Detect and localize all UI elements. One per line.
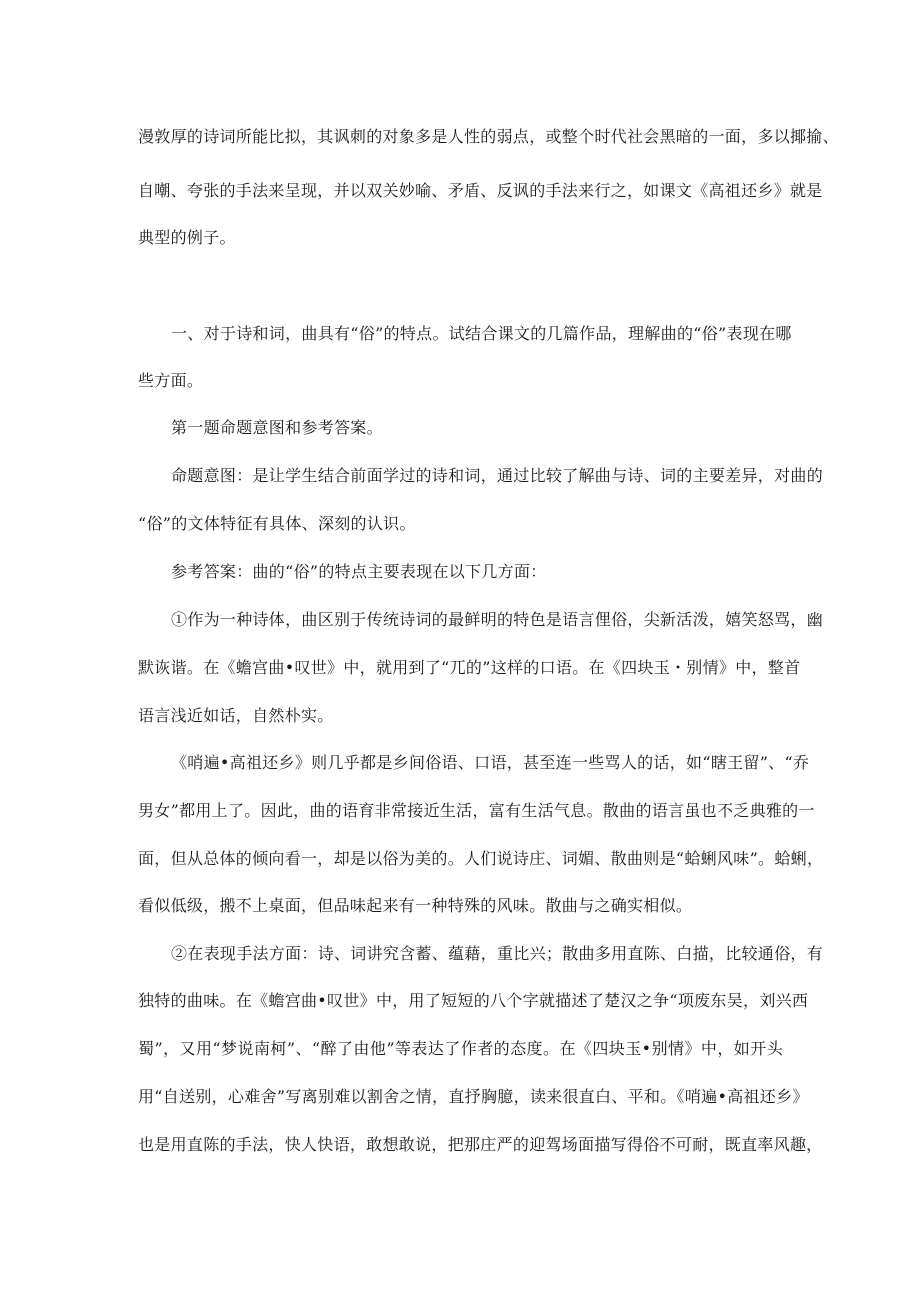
text-line: 男女”都用上了。因此，曲的语育非常接近生活，富有生活气息。散曲的语言虽也不乏典雅的一 bbox=[138, 801, 815, 820]
text-line: 独特的曲味。在《蟾宫曲•叹世》中，用了短短的八个字就描述了楚汉之争“项废东吴，刘兴西 bbox=[138, 991, 809, 1010]
text-line: 自嘲、夸张的手法来呈现，并以双关妙喻、矛盾、反讽的手法来行之，如课文《高祖还乡》就是 bbox=[138, 181, 823, 200]
text-line: 漫敦厚的诗词所能比拟，其讽刺的对象多是人性的弱点，或整个时代社会黑暗的一面，多以揶揄、 bbox=[138, 127, 839, 146]
text-line: 《哨遍•高祖还乡》则几乎都是乡间俗语、口语，甚至连一些骂人的话，如“瞎王留”、“乔 bbox=[171, 753, 810, 772]
text-line: 默诙谐。在《蟾宫曲•叹世》中，就用到了“兀的”这样的口语。在《四块玉・别情》中，整首 bbox=[138, 658, 801, 677]
text-line: 一、对于诗和词，曲具有“俗”的特点。试结合课文的几篇作品，理解曲的“俗”表现在哪 bbox=[171, 324, 792, 343]
text-line: 命题意图：是让学生结合前面学过的诗和词，通过比较了解曲与诗、词的主要差异，对曲的 bbox=[171, 466, 824, 485]
text-line: “俗”的文体特征有具体、深刻的认识。 bbox=[138, 514, 416, 533]
text-line: 用“自送别，心难舍”写离别难以割舍之情，直抒胸臆，读来很直白、平和。《哨遍•高祖还乡》 bbox=[138, 1087, 809, 1106]
text-line: ①作为一种诗体，曲区别于传统诗词的最鲜明的特色是语言俚俗，尖新活泼，嬉笑怒骂，幽 bbox=[171, 610, 824, 629]
text-line: 典型的例子。 bbox=[138, 228, 236, 247]
text-line: 些方面。 bbox=[138, 371, 204, 390]
text-line: 面，但从总体的倾向看一，却是以俗为美的。人们说诗庄、词媚、散曲则是“蛤蜊风味”。蛤蜊， bbox=[138, 849, 824, 868]
text-line: 蜀”，又用“梦说南柯”、“醉了由他”等表达了作者的态度。在《四块玉•别情》中，如开头 bbox=[138, 1039, 783, 1058]
text-line: 也是用直陈的手法，快人快语，敢想敢说，把那庄严的迎驾场面描写得俗不可耐，既直率风趣， bbox=[138, 1135, 823, 1154]
answer-heading: 第一题命题意图和参考答案。 bbox=[171, 418, 383, 437]
text-line: 看似低级，搬不上桌面，但品味起来有一种特殊的风味。散曲与之确实相似。 bbox=[138, 896, 693, 915]
reference-answer-lead: 参考答案：曲的“俗”的特点主要表现在以下几方面： bbox=[171, 562, 547, 581]
text-line: ②在表现手法方面：诗、词讲究含蓄、蕴藉，重比兴；散曲多用直陈、白描，比较通俗，有 bbox=[171, 944, 824, 963]
text-line: 语言浅近如话，自然朴实。 bbox=[138, 706, 334, 725]
